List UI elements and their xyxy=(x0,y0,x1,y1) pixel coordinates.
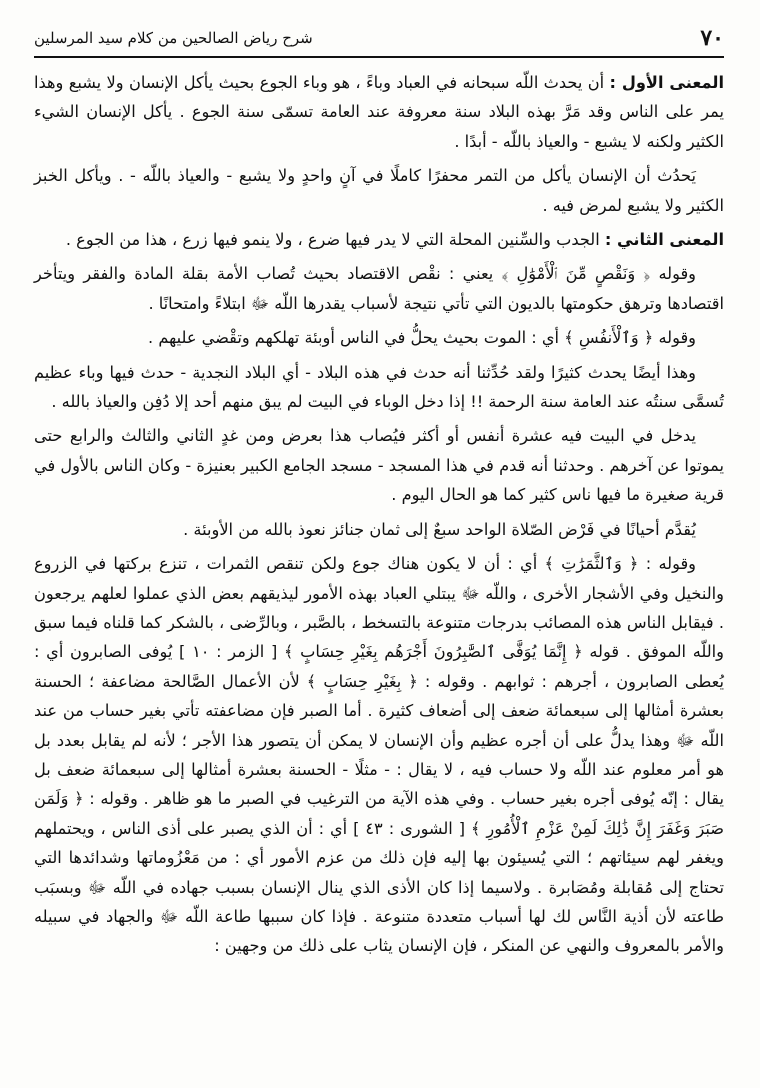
paragraph-text: يدخل في البيت فيه عشرة أنفس أو أكثر فيُصاب هذا بعرض ومن غدٍ الثاني والثالث والرابع حتى يموتوا عن آخرهم . وحدثنا أنه قدم في هذا المسجد - مسجد الجامع الكبير بعنيزة - وكان الناس بالأول في قرية صغيرة ما فيها ناس كثير كما هو الحال اليوم . xyxy=(34,426,724,505)
paragraph-text: وهذا أيضًا يحدث كثيرًا ولقد حُدِّثنا أنه حدث في هذه البلاد - أي البلاد النجدية - حدث فيها وباء عظيم تُسمَّى سنتُه عند العامة سنة الرحمة !! إذا دخل الوباء في البيت لم يبق منهم أحد إلا دُفِن والعياذ بالله . xyxy=(34,362,724,412)
paragraph-2 xyxy=(34,161,724,220)
page-header xyxy=(34,20,724,58)
page-number: ٧٠ xyxy=(700,25,724,51)
paragraph-text: الجدب والسِّنين المحلة التي لا يدر فيها ضرع ، ولا ينمو فيها زرع ، هذا من الجوع . xyxy=(65,230,605,250)
paragraph-text: أن يحدث اللّه سبحانه في العباد وباءً ، هو وباء الجوع بحيث يأكل الإنسان ولا يشبع وهذا يمر على الناس وقد مَرَّ بهذه البلاد سنة معروفة عند العامة تسمّى سنة الجوع . يأكل الإنسان الشيء الكثير ولكنه لا يشبع - والعياذ باللّه - أبدًا . xyxy=(34,73,724,151)
paragraph-1 xyxy=(34,68,724,156)
paragraph-9 xyxy=(34,549,724,961)
paragraph-8 xyxy=(34,515,724,544)
paragraph-5 xyxy=(34,323,724,352)
paragraph-lead: المعنى الأول : xyxy=(609,73,724,92)
paragraph-6 xyxy=(34,358,724,417)
page-body xyxy=(34,68,724,1068)
paragraph-text: يُقدَّم أحيانًا في فَرْض الصّلاة الواحد سبعٌ إلى ثمان جنائز نعوذ بالله من الأوبئة . xyxy=(183,519,696,539)
paragraph-text: وقوله : ﴿ وَٱلثَّمَرَٰتِ ﴾ أي : أن لا يكون هناك جوع ولكن تنقص الثمرات ، تنزع بركتها في الزروع والنخيل وفي الأشجار الأخرى ، واللّه ﷻ يبتلي العباد بهذه الأمور ليذيقهم بعض الذي عملوا لعلهم يرجعون . فيقابل الناس هذه المصائب بدرجات متنوعة بالتسخط ، بالصَّبر ، وبالرِّضى ، بالشكر كما قلناه فيما سبق واللّه الموفق . قوله ﴿ إِنَّمَا يُوَفَّى ٱلصَّٰبِرُونَ أَجْرَهُم بِغَيْرِ حِسَابٍ ﴾ [ الزمر : ١٠ ] يُوفى الصابرون أي : يُعطى الصابرون ، أجرهم : ثوابهم . وقوله : ﴿ بِغَيْرِ حِسَابٍ ﴾ لأن الأعمال الصَّالحة مضاعفة ؛ الحسنة بعشرة أمثالها إلى سبعمائة ضعف إلى أضعاف كثيرة . أما الصبر فإن مضاعفته تأتي بغير حساب من عند اللّه ﷻ وهذا يدلُّ على أن أجره عظيم وأن الإنسان لا يمكن أن يتصور هذا الأجر ؛ لأنه لم يقابل بعدد بل هو أمر معلوم عند اللّه ولا حساب فيه ، لا يقال : - مثلًا - الحسنة بعشرة أمثالها إلى سبعمائة ضعف بل يقال : إنّه يُوفى أجره بغير حساب . وفي هذه الآية من الترغيب في الصبر ما هو ظاهر . وقوله : ﴿ وَلَمَن صَبَرَ وَغَفَرَ إِنَّ ذَٰلِكَ لَمِنْ عَزْمِ ٱلْأُمُورِ ﴾ [ الشورى : ٤٣ ] أي : أن الذي يصبر على أذى الناس ، ويحتملهم ويغفر لهم سيئاتهم ؛ التي يُسيئون بها إليه فإن ذلك من عزم الأمور أي : من مَعْزُوماتها وشدائدها التي تحتاج إلى مُقابلة ومُصَابرة . ولاسيما إذا كان الأذى الذي ينال الإنسان بسبب جهاده في اللّه ﷻ وبسبَب طاعته لأن أذية النَّاس لك لها أسباب متعددة متنوعة . فإذا كان سببها طاعة اللّه ﷻ والجهاد في سبيله والأمر بالمعروف والنهي عن المنكر ، فإن الإنسان يثاب على ذلك من وجهين : xyxy=(34,554,724,956)
paragraph-3 xyxy=(34,225,724,254)
book-title: شرح رياض الصالحين من كلام سيد المرسلين xyxy=(34,29,313,47)
paragraph-text: وقوله ﴿ وَنَقْصٍ مِّنَ ٱلْأَمْوَٰلِ ﴾ يعني : نقْص الاقتصاد بحيث تُصاب الأمة بقلة المادة والفقر ويتأخر اقتصادها وترهق حكومتها بالديون التي تأتي نتيجة لأسباب يقدرها اللّه ﷻ ابتلاءً وامتحانًا . xyxy=(34,264,724,313)
paragraph-7 xyxy=(34,421,724,509)
paragraph-4 xyxy=(34,259,724,318)
paragraph-lead: المعنى الثاني : xyxy=(604,230,724,250)
paragraph-text: يَحدُث أن الإنسان يأكل من التمر محفرًا كاملًا في آنٍ واحدٍ ولا يشبع - والعياذ باللّه - . ويأكل الخبز الكثير ولا يشبع لمرض فيه . xyxy=(34,166,724,215)
paragraph-text: وقوله ﴿ وَٱلْأَنفُسِ ﴾ أي : الموت بحيث يحلُّ في الناس أوبئة تهلكهم وتقْضي عليهم . xyxy=(148,328,696,348)
